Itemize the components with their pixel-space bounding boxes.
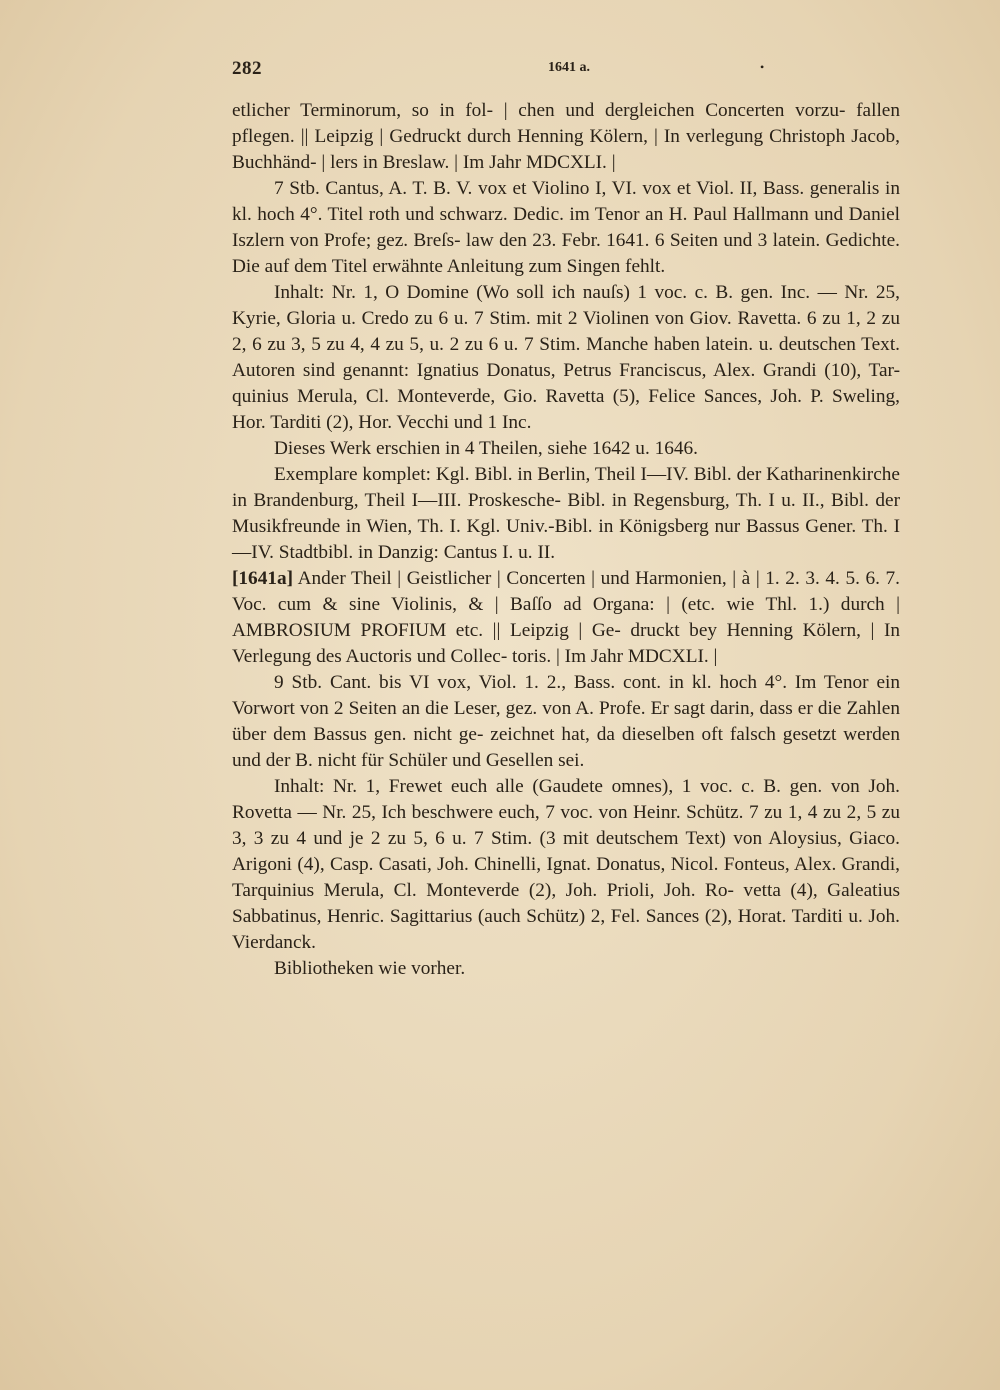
description-paragraph: 7 Stb. Cantus, A. T. B. V. vox et Violino I, VI. vox et Viol. II, Bass. generalis in kl. hoch 4°. Titel roth und schwarz. Dedic. im Tenor an H. Paul Hallmann und Daniel Iszlern von Profe; gez. Breſs- law den 23. Febr. 1641. 6 Seiten und 3 latein. Gedichte. Die auf dem Titel erwähnte Anleitung zum Singen fehlt. (232, 178, 900, 277)
entry-title: Ander Theil | Geistlicher | Concerten | und Harmonien, | à | 1. 2. 3. 4. 5. 6. 7. Voc. cum & sine Violinis, & | Baſſo ad Organa: | (etc. wie Thl. 1.) durch | AMBROSIUM PROFIUM etc. || Leipzig | Ge- druckt bey Henning Kölern, | In Verlegung des Auctoris und Collec- toris. | Im Jahr MDCXLI. | (232, 568, 900, 667)
title-continuation: etlicher Terminorum, so in fol- | chen und dergleichen Concerten vorzu- fallen pflegen. || Leipzig | Gedruckt durch Henning Kölern, | In verlegung Christoph Jacob, Buchhänd- | lers in Breslaw. | Im Jahr MDCXLI. | (232, 100, 900, 173)
contents-paragraph-2: Inhalt: Nr. 1, Frewet euch alle (Gaudete omnes), 1 voc. c. B. gen. von Joh. Rovetta — Nr. 25, Ich beschwere euch, 7 voc. von Heinr. Schütz. 7 zu 1, 4 zu 2, 5 zu 3, 3 zu 4 und je 2 zu 5, 6 u. 7 Stim. (3 mit deutschem Text) von Aloysius, Giaco. Arigoni (4), Casp. Casati, Joh. Chinelli, Ignat. Donatus, Nicol. Fonteus, Alex. Grandi, Tarquinius Merula, Cl. Monteverde (2), Joh. Prioli, Joh. Ro- vetta (4), Galeatius Sabbatinus, Henric. Sagittarius (auch Schütz) 2, Fel. Sances (2), Horat. Tarditi u. Joh. Vierdanck. (232, 776, 900, 953)
libraries-note: Bibliotheken wie vorher. (274, 958, 466, 979)
main-text (232, 98, 900, 982)
entry-id: [1641a] (232, 568, 294, 589)
entry-paragraph (232, 566, 900, 670)
printer-mark: • (760, 60, 765, 74)
edition-note: Dieses Werk erschien in 4 Theilen, siehe 1642 u. 1646. (274, 438, 698, 459)
copies-paragraph: Exemplare komplet: Kgl. Bibl. in Berlin, Theil I—IV. Bibl. der Katharinenkirche in Brandenburg, Theil I—III. Proskesche- Bibl. in Regensburg, Th. I u. II., Bibl. der Musikfreunde in Wien, Th. I. Kgl. Univ.-Bibl. in Königsberg nur Bassus Gener. Th. I—IV. Stadtbibl. in Danzig: Cantus I. u. II. (232, 464, 900, 563)
contents-paragraph: Inhalt: Nr. 1, O Domine (Wo soll ich nauſs) 1 voc. c. B. gen. Inc. — Nr. 25, Kyrie, Gloria u. Credo zu 6 u. 7 Stim. mit 2 Violinen von Giov. Ravetta. 6 zu 1, 2 zu 2, 6 zu 3, 5 zu 4, 4 zu 5, u. 2 zu 6 u. 7 Stim. Manche haben latein. u. deutschen Text. Autoren sind genannt: Ignatius Donatus, Petrus Franciscus, Alex. Grandi (10), Tar- quinius Merula, Cl. Monteverde, Gio. Ravetta (5), Felice Sances, Joh. P. Sweling, Hor. Tarditi (2), Hor. Vecchi und 1 Inc. (232, 282, 900, 433)
page-header (232, 58, 902, 88)
running-head: 1641 a. (548, 60, 590, 75)
page-number: 282 (232, 58, 262, 79)
description-paragraph-2: 9 Stb. Cant. bis VI vox, Viol. 1. 2., Bass. cont. in kl. hoch 4°. Im Tenor ein Vorwort von 2 Seiten an die Leser, gez. von A. Profe. Er sagt darin, dass er die Zahlen über dem Bassus gen. nicht ge- zeichnet hat, da dieselben oft falsch gesetzt werden und der B. nicht für Schüler und Gesellen sei. (232, 672, 900, 771)
